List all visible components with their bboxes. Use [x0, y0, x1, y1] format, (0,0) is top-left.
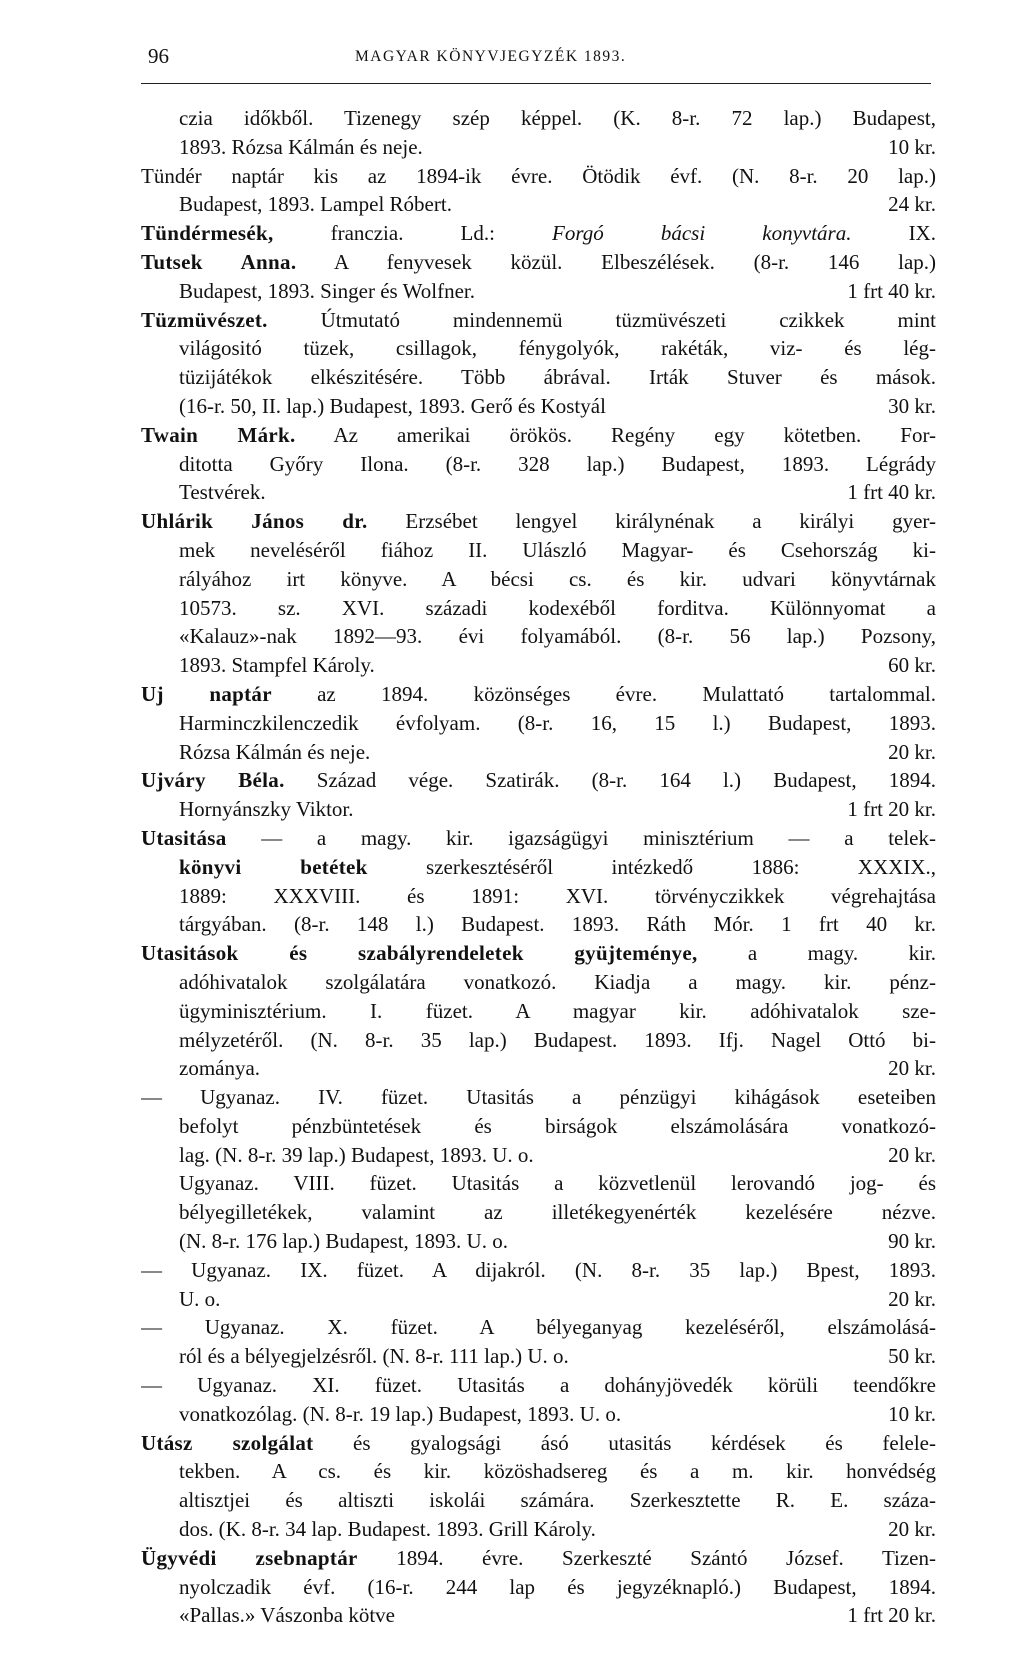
line-text	[141, 1371, 936, 1400]
entry-text: Budapest, 1893. Lampel Róbert.	[179, 192, 452, 217]
text-line	[141, 939, 936, 968]
line-text	[179, 1141, 534, 1170]
entry-text: tárgyában. (8-r. 148 l.) Budapest. 1893. Ráth Mór. 1 frt 40 kr.	[179, 912, 936, 937]
entry-text: ügyminisztérium. I. füzet. A magyar kir. adóhivatalok sze-	[179, 998, 936, 1023]
text-line	[141, 738, 936, 767]
line-text	[141, 680, 936, 709]
entry-text: Ugyanaz. VIII. füzet. Utasitás a közvetlenül lerovandó jog- és	[179, 1171, 936, 1196]
text-line	[141, 1054, 936, 1083]
entry-text: szerkesztéséről intézkedő 1886: XXXIX.,	[367, 854, 936, 879]
text-line	[141, 1400, 936, 1429]
header-rule	[141, 83, 931, 84]
entry-text: befolyt pénzbüntetések és birságok elszámolására vonatkozó-	[179, 1113, 936, 1138]
catalog-entries	[141, 104, 936, 1630]
text-line	[141, 622, 936, 651]
text-line	[141, 651, 936, 680]
entry-text: Budapest, 1893. Singer és Wolfner.	[179, 278, 475, 303]
line-text	[179, 1486, 936, 1515]
page-number: 96	[148, 44, 169, 68]
price: 90 kr.	[888, 1229, 936, 1254]
entry-text: A fenyvesek közül. Elbeszélések. (8-r. 146 lap.)	[296, 249, 936, 274]
entry-text: 1893. Stampfel Károly.	[179, 653, 375, 678]
entry-heading: Tüzmüvészet.	[141, 307, 268, 332]
price: 60 kr.	[888, 653, 936, 678]
entry-text: Harminczkilenczedik évfolyam. (8-r. 16, 15 l.) Budapest, 1893.	[179, 710, 936, 735]
line-text	[141, 306, 936, 335]
text-line	[141, 1486, 936, 1515]
line-text	[141, 824, 936, 853]
line-text	[179, 1227, 508, 1256]
line-text	[141, 1313, 936, 1342]
line-text	[179, 1457, 936, 1486]
line-text	[179, 594, 936, 623]
text-line	[141, 1169, 936, 1198]
entry-text: Rózsa Kálmán és neje.	[179, 739, 371, 764]
text-line	[141, 277, 936, 306]
entry-text: ról és a bélyegjelzésről. (N. 8-r. 111 lap.) U. o.	[179, 1344, 569, 1369]
entry-text-rest: IX.	[851, 221, 936, 246]
text-line	[141, 968, 936, 997]
price: 1 frt 40 kr.	[847, 278, 936, 303]
text-line	[141, 392, 936, 421]
line-text	[141, 162, 936, 191]
line-text	[179, 651, 375, 680]
line-text	[179, 882, 936, 911]
text-line	[141, 1573, 936, 1602]
entry-text: czia időkből. Tizenegy szép képpel. (K. 8-r. 72 lap.) Budapest,	[179, 106, 936, 130]
entry-text: altisztjei és altiszti iskolái számára. Szerkesztette R. E. száza-	[179, 1488, 936, 1513]
text-line	[141, 248, 936, 277]
line-text	[179, 565, 936, 594]
entry-text: — Ugyanaz. IX. füzet. A dijakról. (N. 8-r. 35 lap.) Bpest, 1893.	[141, 1257, 936, 1282]
entry-text: — Ugyanaz. IV. füzet. Utasitás a pénzügyi kihágások eseteiben	[141, 1085, 936, 1110]
entry-text: 1894. évre. Szerkeszté Szántó József. Tizen-	[357, 1545, 936, 1570]
line-text	[179, 910, 936, 939]
text-line	[141, 1285, 936, 1314]
text-line	[141, 882, 936, 911]
price: 1 frt 20 kr.	[847, 797, 936, 822]
line-text	[141, 766, 936, 795]
entry-heading: Ügyvédi zsebnaptár	[141, 1545, 358, 1570]
entry-text: a magy. kir.	[697, 941, 936, 966]
line-text	[141, 939, 936, 968]
entry-text: lag. (N. 8-r. 39 lap.) Budapest, 1893. U. o.	[179, 1142, 534, 1167]
text-line	[141, 1515, 936, 1544]
entry-text: tüzijátékok elkészitésére. Több ábrával. Irták Stuver és mások.	[179, 365, 936, 390]
text-line	[141, 1601, 936, 1630]
line-text	[141, 1256, 936, 1285]
text-line	[141, 1313, 936, 1342]
text-line	[141, 478, 936, 507]
line-text	[179, 190, 452, 219]
line-text	[141, 421, 936, 450]
entry-text: és gyalogsági ásó utasitás kérdések és felele-	[313, 1430, 936, 1455]
line-text	[141, 507, 936, 536]
entry-heading: Twain Márk.	[141, 422, 296, 447]
line-text	[141, 219, 936, 248]
entry-heading: Utasitása	[141, 825, 227, 850]
text-line	[141, 1371, 936, 1400]
entry-text: franczia. Ld.:	[273, 221, 553, 246]
text-line	[141, 1429, 936, 1458]
line-text	[179, 536, 936, 565]
entry-text: vonatkozólag. (N. 8-r. 19 lap.) Budapest, 1893. U. o.	[179, 1401, 622, 1426]
entry-text: Hornyánszky Viktor.	[179, 797, 354, 822]
entry-text: U. o.	[179, 1286, 221, 1311]
line-text	[179, 478, 266, 507]
text-line	[141, 536, 936, 565]
text-line	[141, 104, 936, 133]
entry-text: világositó tüzek, csillagok, fénygolyók, rakéták, viz- és lég-	[179, 336, 936, 361]
line-text	[179, 1198, 936, 1227]
text-line	[141, 1256, 936, 1285]
entry-text: tekben. A cs. és kir. közöshadsereg és a m. kir. honvédség	[179, 1459, 936, 1484]
entry-text: dos. (K. 8-r. 34 lap. Budapest. 1893. Grill Károly.	[179, 1517, 596, 1542]
line-text	[179, 392, 606, 421]
text-line	[141, 853, 936, 882]
page-header	[141, 44, 931, 78]
entry-text: 1893. Rózsa Kálmán és neje.	[179, 134, 423, 159]
line-text	[179, 795, 354, 824]
text-line	[141, 594, 936, 623]
price: 10 kr.	[888, 134, 936, 159]
line-text	[179, 277, 475, 306]
text-line	[141, 363, 936, 392]
text-line	[141, 162, 936, 191]
entry-text: — a magy. kir. igazságügyi minisztérium — a telek-	[226, 825, 936, 850]
line-text	[179, 1112, 936, 1141]
text-line	[141, 306, 936, 335]
text-line	[141, 421, 936, 450]
line-text	[141, 1429, 936, 1458]
entry-text: «Pallas.» Vászonba kötve	[179, 1603, 395, 1628]
line-text	[179, 738, 370, 767]
text-line	[141, 997, 936, 1026]
text-line	[141, 680, 936, 709]
text-line	[141, 709, 936, 738]
text-line	[141, 219, 936, 248]
price: 1 frt 20 kr.	[847, 1603, 936, 1628]
line-text	[179, 1400, 621, 1429]
text-line	[141, 1141, 936, 1170]
price: 10 kr.	[888, 1401, 936, 1426]
price: 20 kr.	[888, 739, 936, 764]
entry-text: (16-r. 50, II. lap.) Budapest, 1893. Gerő és Kostyál	[179, 393, 606, 418]
text-line	[141, 1112, 936, 1141]
text-line	[141, 450, 936, 479]
line-text	[179, 450, 936, 479]
text-line	[141, 1227, 936, 1256]
price: 24 kr.	[888, 192, 936, 217]
price: 30 kr.	[888, 393, 936, 418]
text-line	[141, 334, 936, 363]
entry-heading: Ujváry Béla.	[141, 768, 285, 793]
text-line	[141, 1083, 936, 1112]
line-text	[179, 968, 936, 997]
line-text	[179, 853, 936, 882]
line-text	[179, 104, 936, 133]
line-text	[179, 1515, 596, 1544]
entry-heading: Uhlárik János dr.	[141, 509, 368, 534]
text-line	[141, 133, 936, 162]
text-line	[141, 565, 936, 594]
entry-text: Testvérek.	[179, 480, 266, 505]
entry-text: Útmutató mindennemü tüzmüvészeti czikkek mint	[267, 307, 936, 332]
price: 1 frt 40 kr.	[847, 480, 936, 505]
entry-text: 1889: XXXVIII. és 1891: XVI. törvényczikkek végrehajtása	[179, 883, 936, 908]
line-text	[179, 997, 936, 1026]
line-text	[179, 1026, 936, 1055]
entry-text: Tündér naptár kis az 1894-ik évre. Ötödik évf. (N. 8-r. 20 lap.)	[141, 163, 936, 188]
text-line	[141, 1026, 936, 1055]
entry-text: 10573. sz. XVI. századi kodexéből forditva. Különnyomat a	[179, 595, 936, 620]
text-line	[141, 1544, 936, 1573]
line-text	[179, 363, 936, 392]
entry-text: — Ugyanaz. X. füzet. A bélyeganyag kezeléséről, elszámolásá-	[141, 1315, 936, 1340]
entry-text: adóhivatalok szolgálatára vonatkozó. Kiadja a magy. kir. pénz-	[179, 969, 936, 994]
text-line	[141, 910, 936, 939]
line-text	[179, 622, 936, 651]
entry-text: zománya.	[179, 1056, 261, 1081]
price: 20 kr.	[888, 1142, 936, 1167]
text-line	[141, 1342, 936, 1371]
entry-heading: Tündérmesék,	[141, 221, 274, 246]
entry-text: «Kalauz»-nak 1892—93. évi folyamából. (8-r. 56 lap.) Pozsony,	[179, 624, 936, 649]
text-line	[141, 766, 936, 795]
price: 20 kr.	[888, 1286, 936, 1311]
line-text	[141, 248, 936, 277]
entry-text: mek neveléséről fiához II. Ulászló Magyar- és Csehország ki-	[179, 537, 936, 562]
line-text	[179, 1573, 936, 1602]
line-text	[141, 1544, 936, 1573]
price: 50 kr.	[888, 1344, 936, 1369]
price: 20 kr.	[888, 1056, 936, 1081]
text-line	[141, 1457, 936, 1486]
entry-heading: könyvi betétek	[179, 854, 368, 879]
line-text	[179, 1169, 936, 1198]
entry-text: bélyegilletékek, valamint az illetékegyenérték kezelésére nézve.	[179, 1200, 936, 1225]
text-line	[141, 507, 936, 536]
line-text	[179, 133, 423, 162]
entry-heading: Uj naptár	[141, 681, 272, 706]
line-text	[141, 1083, 936, 1112]
entry-text: — Ugyanaz. XI. füzet. Utasitás a dohányjövedék körüli teendőkre	[141, 1373, 936, 1398]
series-title: Forgó bácsi konyvtára.	[552, 221, 852, 246]
line-text	[179, 1342, 569, 1371]
entry-heading: Tutsek Anna.	[141, 249, 297, 274]
entry-text: az 1894. közönséges évre. Mulattató tartalommal.	[271, 681, 936, 706]
running-title: MAGYAR KÖNYVJEGYZÉK 1893.	[355, 48, 627, 65]
price: 20 kr.	[888, 1517, 936, 1542]
text-line	[141, 795, 936, 824]
entry-text: nyolczadik évf. (16-r. 244 lap és jegyzéknapló.) Budapest, 1894.	[179, 1574, 936, 1599]
entry-heading: Utász szolgálat	[141, 1430, 314, 1455]
entry-text: Erzsébet lengyel királynénak a királyi gyer-	[367, 509, 936, 534]
entry-text: mélyzetéről. (N. 8-r. 35 lap.) Budapest. 1893. Ifj. Nagel Ottó bi-	[179, 1027, 936, 1052]
entry-text: Század vége. Szatirák. (8-r. 164 l.) Budapest, 1894.	[284, 768, 936, 793]
line-text	[179, 334, 936, 363]
entry-heading: Utasitások és szabályrendeletek gyüjteménye,	[141, 941, 698, 966]
text-line	[141, 1198, 936, 1227]
text-line	[141, 824, 936, 853]
line-text	[179, 1601, 395, 1630]
line-text	[179, 1285, 220, 1314]
line-text	[179, 1054, 260, 1083]
entry-text: (N. 8-r. 176 lap.) Budapest, 1893. U. o.	[179, 1229, 508, 1254]
entry-text: Az amerikai örökös. Regény egy kötetben. For-	[295, 422, 936, 447]
line-text	[179, 709, 936, 738]
text-line	[141, 190, 936, 219]
entry-text: rályához irt könyve. A bécsi cs. és kir. udvari könyvtárnak	[179, 566, 936, 591]
entry-text: ditotta Győry Ilona. (8-r. 328 lap.) Budapest, 1893. Légrády	[179, 451, 936, 476]
